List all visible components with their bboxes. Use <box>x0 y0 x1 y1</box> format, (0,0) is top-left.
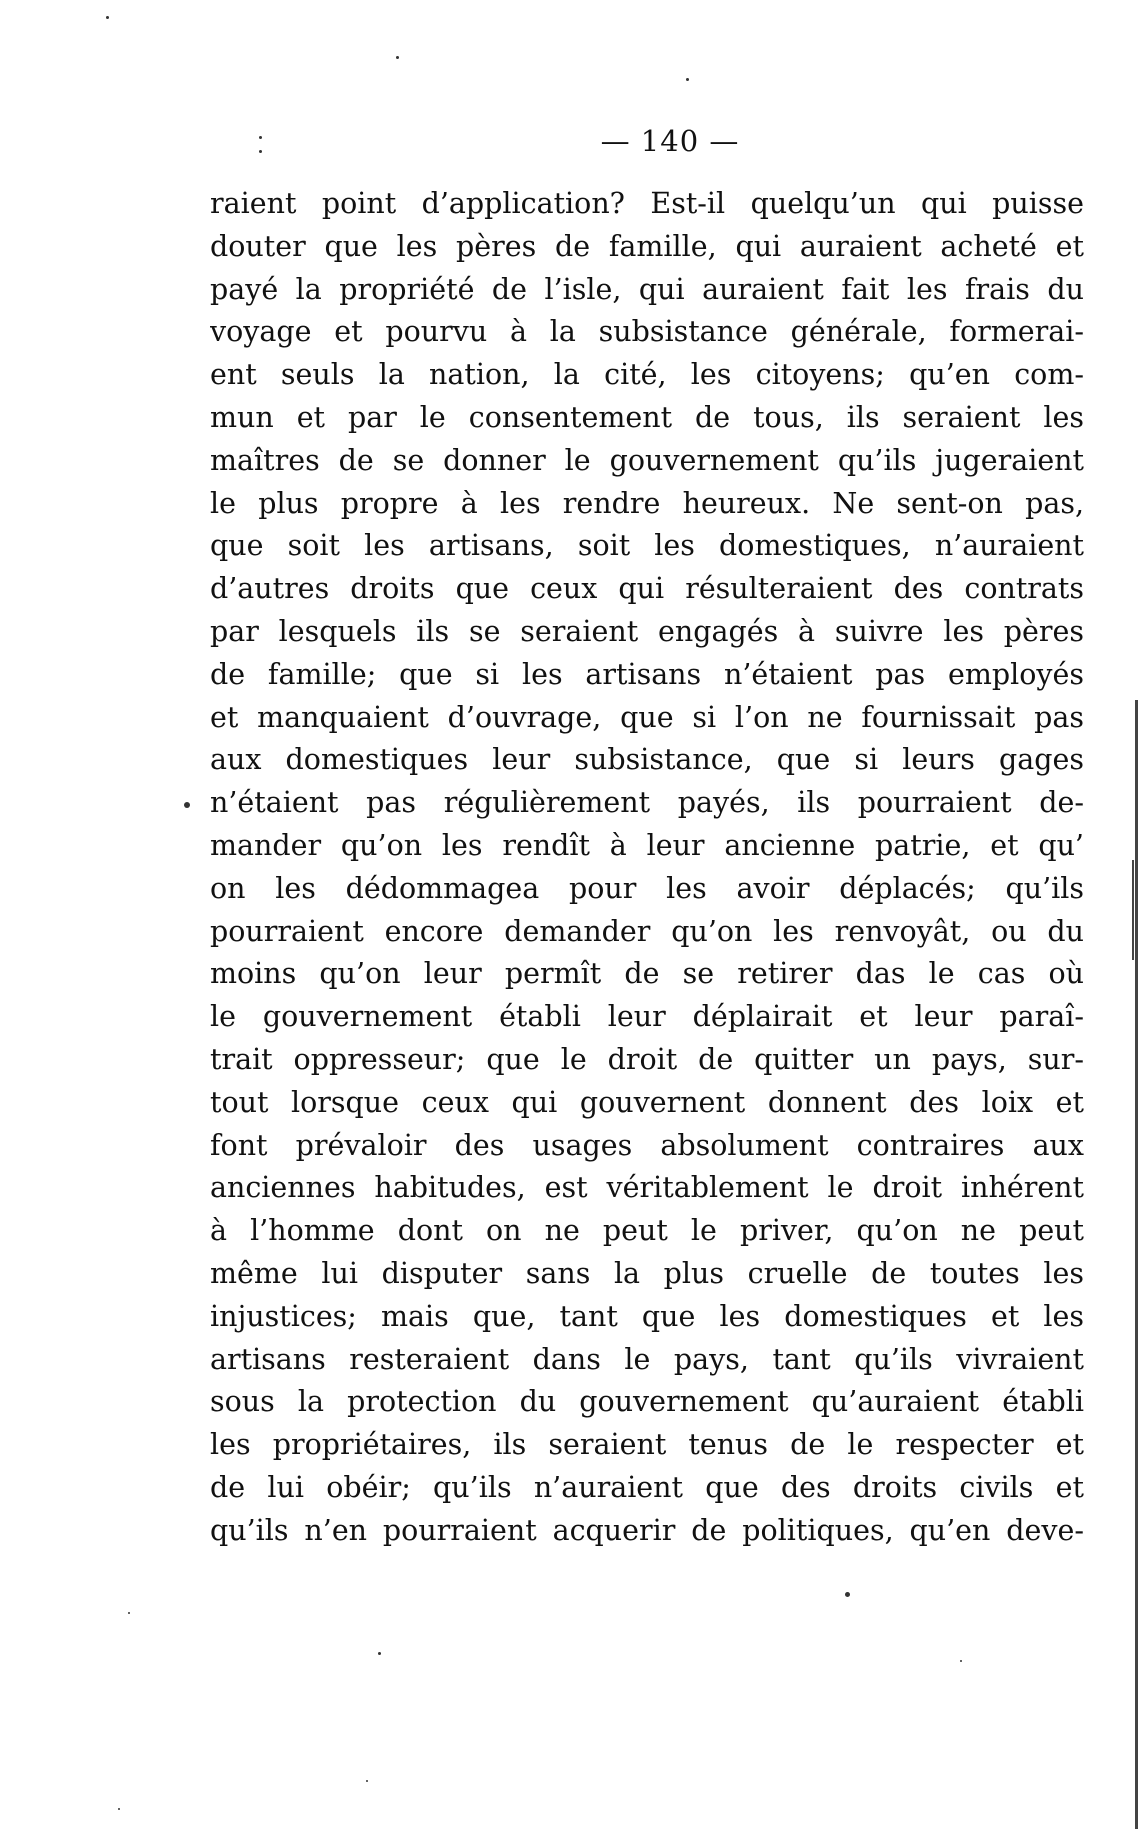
text-line: pourraient encore demander qu’on les renvoyât, ou du <box>210 914 1084 948</box>
text-line: mander qu’on les rendît à leur ancienne patrie, et qu’ <box>210 828 1084 862</box>
text-line: qu’ils n’en pourraient acquerir de politiques, qu’en deve- <box>210 1513 1084 1547</box>
text-line: les propriétaires, ils seraient tenus de le respecter et <box>210 1428 1084 1462</box>
page-number: — 140 — <box>600 124 740 158</box>
page-edge-shadow <box>1132 860 1134 960</box>
body-text <box>210 183 1084 1553</box>
text-line: voyage et pourvu à la subsistance générale, formerai- <box>210 315 1084 349</box>
scan-speck <box>259 136 262 139</box>
text-line: font prévaloir des usages absolument contraires aux <box>210 1128 1084 1162</box>
text-line: même lui disputer sans la plus cruelle de toutes les <box>210 1256 1084 1290</box>
text-line: anciennes habitudes, est véritablement le droit inhérent <box>210 1171 1084 1205</box>
text-line: de lui obéir; qu’ils n’auraient que des droits civils et <box>210 1470 1084 1504</box>
text-line: le plus propre à les rendre heureux. Ne sent-on pas, <box>210 486 1084 520</box>
scan-speck <box>128 1612 130 1614</box>
text-line: n’étaient pas régulièrement payés, ils pourraient de- <box>210 786 1084 820</box>
text-line: de famille; que si les artisans n’étaient pas employés <box>210 657 1084 691</box>
text-line: trait oppresseur; que le droit de quitter un pays, sur- <box>210 1042 1084 1076</box>
scan-speck <box>366 1780 368 1782</box>
text-line: sous la protection du gouvernement qu’auraient établi <box>210 1385 1084 1419</box>
scan-speck <box>960 1660 962 1662</box>
text-line: injustices; mais que, tant que les domestiques et les <box>210 1299 1084 1333</box>
text-line: raient point d’application? Est-il quelqu’un qui puisse <box>210 187 1084 220</box>
text-line: et manquaient d’ouvrage, que si l’on ne fournissait pas <box>210 700 1084 734</box>
scan-speck <box>118 1808 120 1810</box>
text-line: tout lorsque ceux qui gouvernent donnent des loix et <box>210 1085 1084 1119</box>
text-line: douter que les pères de famille, qui auraient acheté et <box>210 229 1084 263</box>
text-line: artisans resteraient dans le pays, tant qu’ils vivraient <box>210 1342 1084 1376</box>
text-line: maîtres de se donner le gouvernement qu’ils jugeraient <box>210 443 1084 477</box>
scan-speck <box>845 1592 850 1597</box>
scan-speck <box>396 56 399 59</box>
scan-speck <box>378 1652 381 1655</box>
text-line: d’autres droits que ceux qui résulteraient des contrats <box>210 572 1084 606</box>
text-line: le gouvernement établi leur déplairait et leur paraî- <box>210 1000 1084 1034</box>
text-line: on les dédommagea pour les avoir déplacés; qu’ils <box>210 871 1084 905</box>
scan-speck <box>106 16 109 19</box>
scan-speck <box>259 150 262 153</box>
text-line: payé la propriété de l’isle, qui auraient fait les frais du <box>210 272 1084 306</box>
scan-speck <box>686 78 689 81</box>
text-line: ent seuls la nation, la cité, les citoyens; qu’en com- <box>210 358 1084 392</box>
text-line: moins qu’on leur permît de se retirer das le cas où <box>210 957 1084 991</box>
text-line: à l’homme dont on ne peut le priver, qu’on ne peut <box>210 1214 1084 1248</box>
text-line: que soit les artisans, soit les domestiques, n’auraient <box>210 529 1084 563</box>
page-edge-shadow <box>1135 700 1138 1829</box>
text-line: mun et par le consentement de tous, ils seraient les <box>210 400 1084 434</box>
scan-speck <box>184 802 190 808</box>
text-line: par lesquels ils se seraient engagés à suivre les pères <box>210 614 1084 648</box>
text-line: aux domestiques leur subsistance, que si leurs gages <box>210 743 1084 777</box>
